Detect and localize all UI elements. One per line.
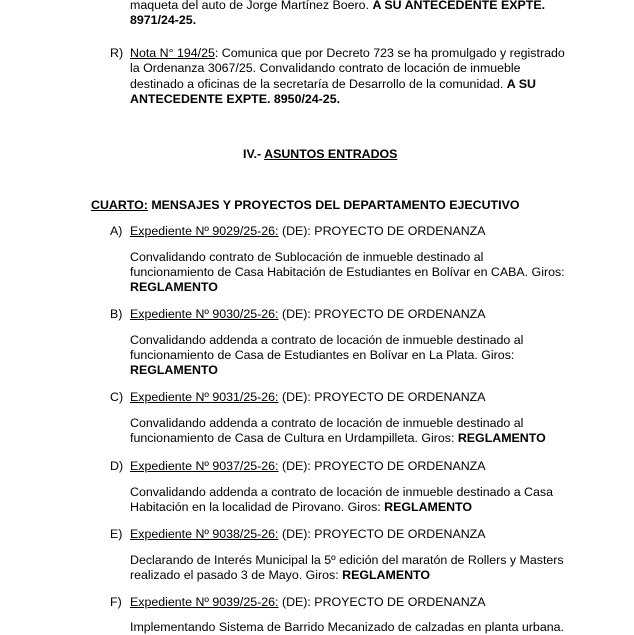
item-line-2-text: funcionamiento de Casa de Estudiantes en Bolívar en La Plata. Giros: bbox=[130, 348, 515, 362]
item-letter: B) bbox=[110, 307, 123, 321]
item-letter: D) bbox=[110, 459, 124, 473]
item-line-2-text: realizado el pasado 3 de Mayo. Giros: bbox=[130, 568, 343, 582]
item-r-line-1 bbox=[130, 46, 565, 61]
subsection-heading bbox=[91, 198, 519, 213]
item-line-2-text: funcionamiento de Casa de Cultura en Urdampilleta. Giros: bbox=[130, 431, 458, 445]
prev-item-line-1 bbox=[130, 0, 545, 13]
item-line-1: Convalidando addenda a contrato de locación de inmueble destinado al bbox=[130, 416, 524, 430]
item-header bbox=[130, 595, 486, 610]
subsection-title: MENSAJES Y PROYECTOS DEL DEPARTAMENTO EJECUTIVO bbox=[147, 198, 520, 212]
item-line-2 bbox=[130, 348, 514, 363]
expediente-link[interactable]: Expediente Nº 9029/25-26: bbox=[130, 224, 279, 238]
item-line-2-bold: REGLAMENTO bbox=[342, 568, 431, 582]
section-heading bbox=[243, 147, 397, 162]
section-prefix: IV.- bbox=[243, 147, 265, 161]
item-header-rest: (DE): PROYECTO DE ORDENANZA bbox=[278, 307, 486, 321]
item-r-line-3 bbox=[130, 77, 536, 92]
expediente-link[interactable]: Expediente Nº 9038/25-26: bbox=[130, 527, 279, 541]
item-header bbox=[130, 390, 486, 405]
item-line-2 bbox=[130, 431, 546, 446]
item-line-2 bbox=[130, 265, 565, 280]
item-r-line-2: la Ordenanza 3067/25. Convalidando contrato de locación de inmueble bbox=[130, 61, 521, 75]
item-letter: A) bbox=[110, 224, 123, 238]
item-line-2-text: funcionamiento de Casa Habitación de Estudiantes en Bolívar en CABA. Giros: bbox=[130, 265, 565, 279]
item-header bbox=[130, 307, 486, 322]
expediente-link[interactable]: Expediente Nº 9039/25-26: bbox=[130, 595, 279, 609]
item-r-line-3-text: destinado a oficinas de la secretaría de Desarrollo de la comunidad. bbox=[130, 77, 507, 91]
item-line-2-bold: REGLAMENTO bbox=[384, 500, 473, 514]
item-line-1: Convalidando addenda a contrato de locación de inmueble destinado al bbox=[130, 333, 524, 347]
item-line-2-bold: REGLAMENTO bbox=[457, 431, 546, 445]
prev-item-line-2: 8971/24-25. bbox=[130, 13, 197, 27]
item-header bbox=[130, 224, 486, 239]
item-r-line-3-bold: A SU bbox=[506, 77, 536, 91]
item-header-rest: (DE): PROYECTO DE ORDENANZA bbox=[278, 527, 486, 541]
item-line-2 bbox=[130, 568, 430, 583]
item-header bbox=[130, 527, 486, 542]
item-header bbox=[130, 459, 486, 474]
nota-link[interactable]: Nota N° 194/25 bbox=[130, 46, 215, 60]
item-line-1: Declarando de Interés Municipal la 5º edición del maratón de Rollers y Masters bbox=[130, 553, 564, 567]
item-line-3: REGLAMENTO bbox=[130, 363, 218, 377]
item-line-3: REGLAMENTO bbox=[130, 280, 218, 294]
prev-item-bold: A SU ANTECEDENTE EXPTE. bbox=[372, 0, 546, 12]
item-letter: C) bbox=[110, 390, 124, 404]
item-line-1: Implementando Sistema de Barrido Mecanizado de calzadas en planta urbana. bbox=[130, 620, 564, 634]
item-letter: F) bbox=[110, 595, 122, 609]
section-title: ASUNTOS ENTRADOS bbox=[264, 147, 398, 161]
item-line-2 bbox=[130, 500, 472, 515]
expediente-link[interactable]: Expediente Nº 9031/25-26: bbox=[130, 390, 279, 404]
item-line-2-text: Habitación en la localidad de Pirovano. Giros: bbox=[130, 500, 385, 514]
item-r-line-4: ANTECEDENTE EXPTE. 8950/24-25. bbox=[130, 92, 341, 106]
item-line-1: Convalidando contrato de Sublocación de inmueble destinado al bbox=[130, 250, 484, 264]
item-header-rest: (DE): PROYECTO DE ORDENANZA bbox=[278, 390, 486, 404]
prev-item-text: maqueta del auto de Jorge Martínez Boero. bbox=[130, 0, 373, 12]
item-header-rest: (DE): PROYECTO DE ORDENANZA bbox=[278, 459, 486, 473]
item-letter-r: R) bbox=[110, 46, 124, 60]
expediente-link[interactable]: Expediente Nº 9037/25-26: bbox=[130, 459, 279, 473]
item-header-rest: (DE): PROYECTO DE ORDENANZA bbox=[278, 224, 486, 238]
expediente-link[interactable]: Expediente Nº 9030/25-26: bbox=[130, 307, 279, 321]
item-r-line-1-rest: : Comunica que por Decreto 723 se ha promulgado y registrado bbox=[214, 46, 565, 60]
item-letter: E) bbox=[110, 527, 123, 541]
item-line-1: Convalidando addenda a contrato de locación de inmueble destinado a Casa bbox=[130, 485, 553, 499]
subsection-prefix: CUARTO: bbox=[91, 198, 148, 212]
item-header-rest: (DE): PROYECTO DE ORDENANZA bbox=[278, 595, 486, 609]
